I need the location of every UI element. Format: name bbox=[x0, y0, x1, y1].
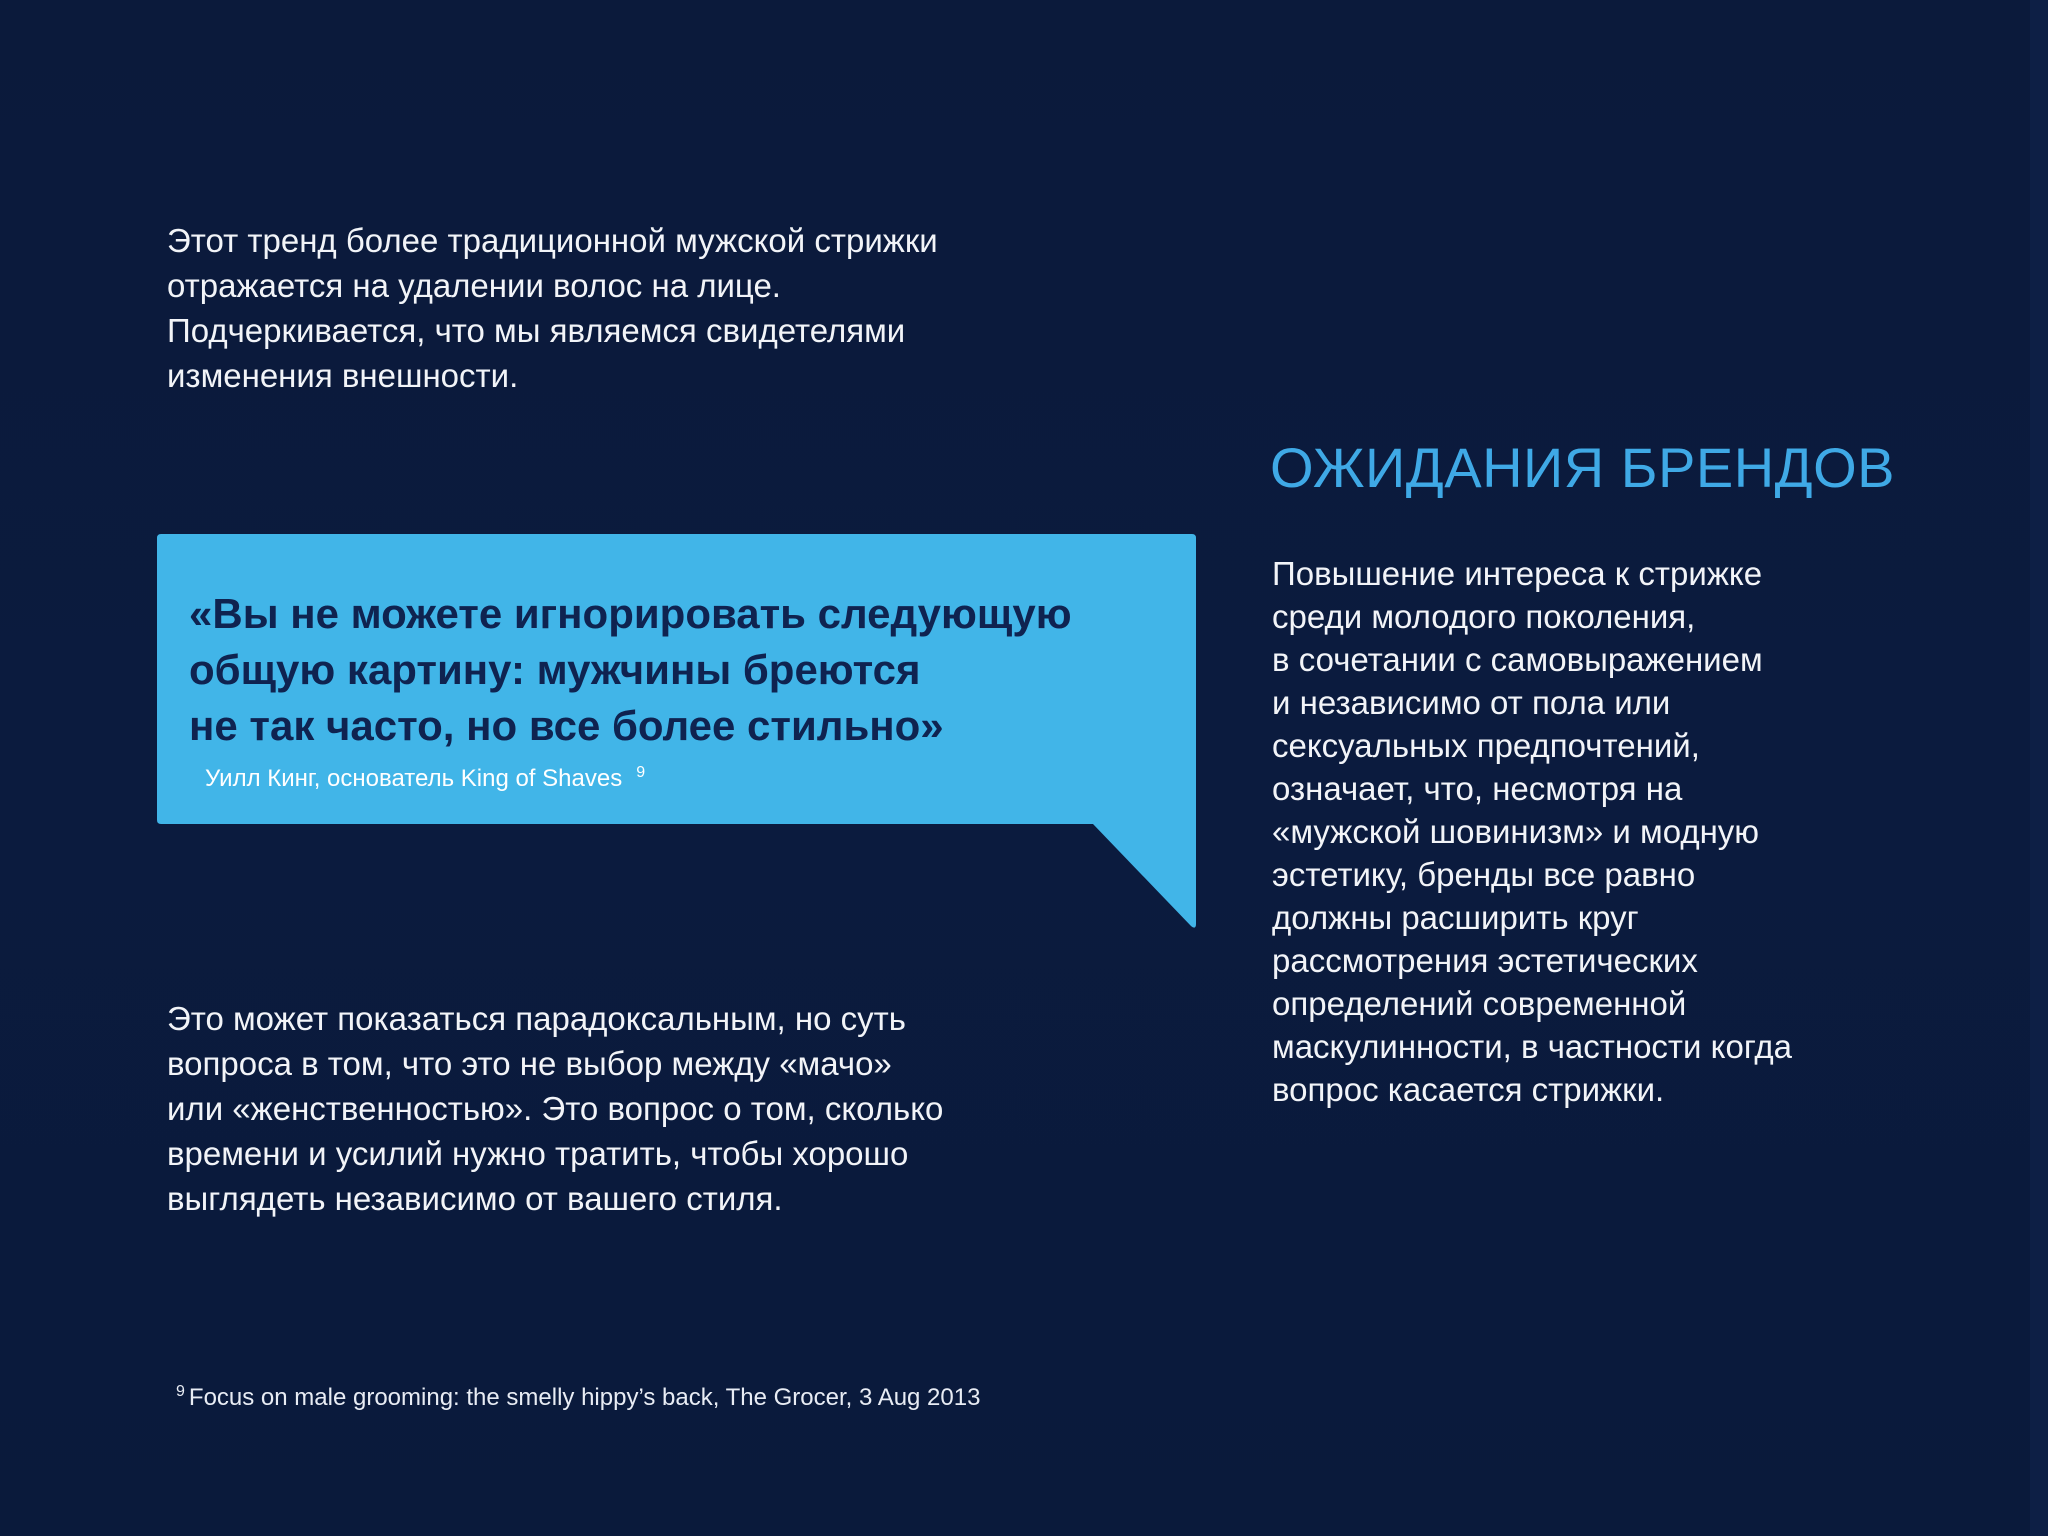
quote-author bbox=[205, 764, 645, 794]
brands-section-title: ОЖИДАНИЯ БРЕНДОВ bbox=[1270, 436, 1895, 499]
brands-paragraph: Повышение интереса к стрижке среди молодого поколения, в сочетании с самовыражением и независимо от пола или сексуальных предпочтений, означает, что, несмотря на «мужской шовинизм» и модную эстетику, бренды все равно должны расширить круг рассмотрения эстетических определений современной маскулинности, в частности когда вопрос касается стрижки. bbox=[1272, 555, 1792, 1108]
quote-callout bbox=[157, 534, 1196, 930]
footnote-text: Focus on male grooming: the smelly hippy’s back, The Grocer, 3 Aug 2013 bbox=[188, 1384, 981, 1411]
footnote bbox=[176, 1383, 980, 1413]
quote-author-name: Уилл Кинг, основатель King of Shaves bbox=[205, 765, 623, 792]
quote-text: «Вы не можете игнорировать следующую общую картину: мужчины бреются не так часто, но все более стильно» bbox=[189, 590, 1072, 749]
edge-strip bbox=[2030, 0, 2048, 1536]
quote-footnote-ref[interactable]: 9 bbox=[636, 764, 646, 781]
intro-paragraph: Этот тренд более традиционной мужской стрижки отражается на удалении волос на лице. Подчеркивается, что мы являемся свидетелями изменения внешности. bbox=[167, 222, 938, 394]
footnote-ref: 9 bbox=[176, 1383, 185, 1400]
closing-paragraph: Это может показаться парадоксальным, но суть вопроса в том, что это не выбор между «мачо» или «женственностью». Это вопрос о том, сколько времени и усилий нужно тратить, чтобы хорошо выглядеть независимо от вашего стиля. bbox=[167, 1000, 944, 1217]
